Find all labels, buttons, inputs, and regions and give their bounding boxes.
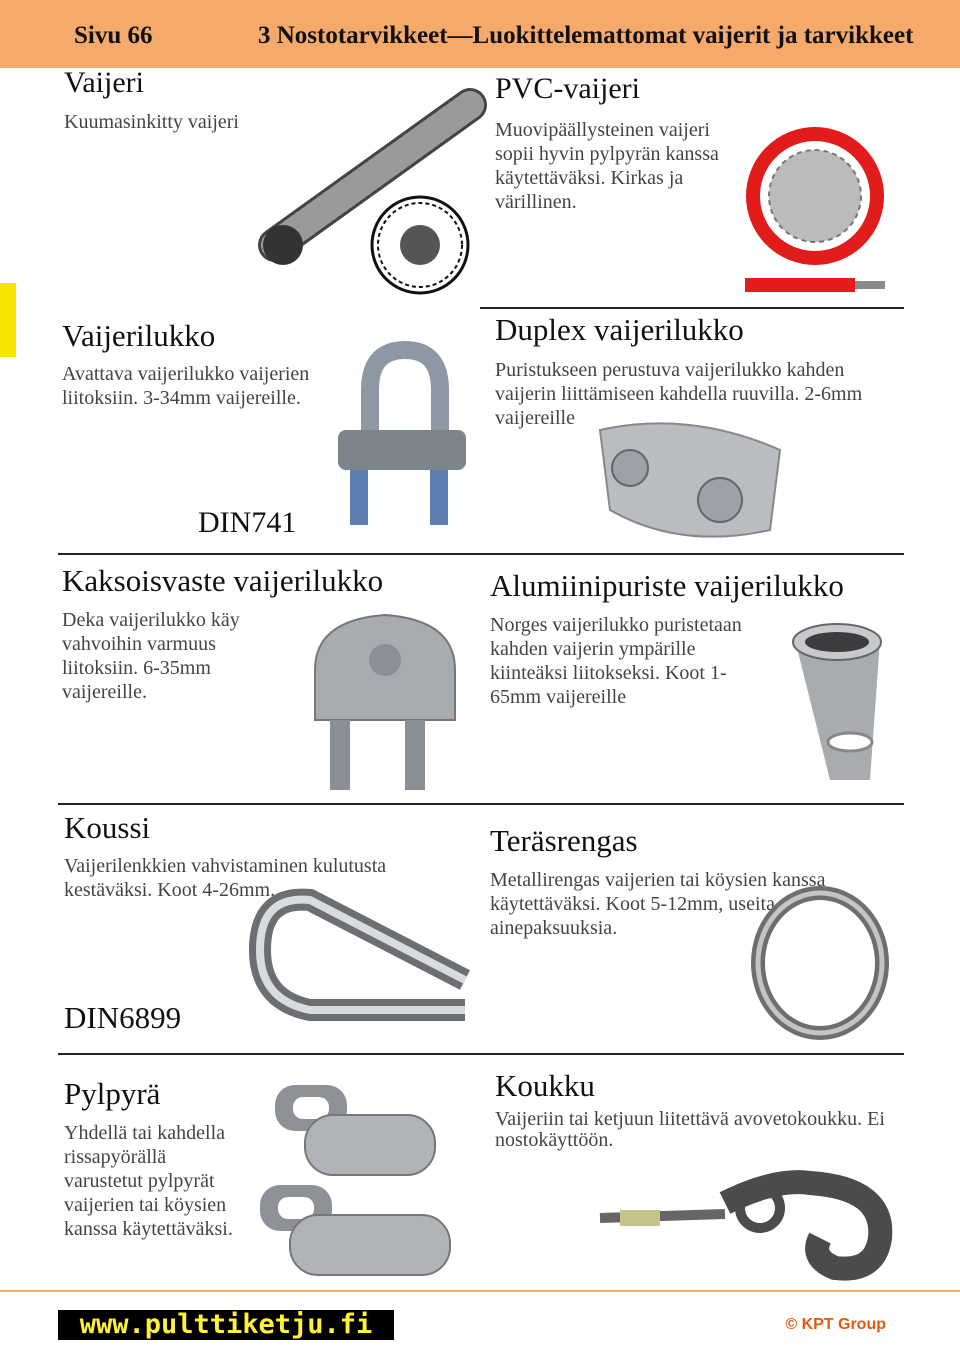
item-desc-vaijeri: Kuumasinkitty vaijeri xyxy=(64,111,239,133)
wire-rope-image xyxy=(255,95,475,305)
item-desc-pvc: Muovipäällysteinen vaijeri sopii hyvin pylpyrän kanssa käytettäväksi. Kirkas ja värillinen. xyxy=(495,119,719,213)
double-saddle-clip-image xyxy=(305,610,465,795)
divider xyxy=(480,307,904,309)
item-title-koukku: Koukku xyxy=(495,1068,595,1103)
hook-image xyxy=(595,1158,905,1278)
item-title-kaksoisvaste: Kaksoisvaste vaijerilukko xyxy=(62,563,384,598)
website-link[interactable]: www.pulttiketju.fi xyxy=(58,1310,394,1340)
item-desc-terasrengas: Metallirengas vaijerien tai köysien kanssa käytettäväksi. Koot 5-12mm, useita ainepaksuuksia. xyxy=(490,869,826,939)
divider xyxy=(58,803,904,805)
pulley-blocks-image xyxy=(245,1075,470,1280)
item-desc-pylpyra: Yhdellä tai kahdella rissapyörällä varustetut pylpyrät vaijerien tai köysien kanssa käytettäväksi. xyxy=(64,1122,233,1240)
item-title-pvc: PVC-vaijeri xyxy=(495,72,640,105)
item-desc-kaksoisvaste: Deka vaijerilukko käy vahvoihin varmuus liitoksiin. 6-35mm vaijereille. xyxy=(62,609,240,703)
item-title-pylpyra: Pylpyrä xyxy=(64,1076,161,1111)
chapter-tab-marker xyxy=(0,283,16,357)
steel-ring-image xyxy=(745,883,895,1043)
wire-clip-image xyxy=(330,345,470,530)
chapter-title: 3 Nostotarvikkeet—Luokittelemattomat vaijerit ja tarvikkeet xyxy=(258,22,914,49)
thimble-image xyxy=(250,890,470,1040)
page-number: Sivu 66 xyxy=(74,22,153,49)
item-desc-vaijerilukko: Avattava vaijerilukko vaijerien liitoksiin. 3-34mm vaijereille. xyxy=(62,363,310,409)
copyright-text: © KPT Group xyxy=(785,1316,886,1333)
item-desc-koukku: Vaijeriin tai ketjuun liitettävä avovetokoukku. Ei nostokäyttöön. xyxy=(495,1108,885,1151)
standard-label-din741: DIN741 xyxy=(198,506,297,539)
item-desc-koussi: Vaijerilenkkien vahvistaminen kulutusta kestäväksi. Koot 4-26mm. xyxy=(64,855,387,901)
aluminium-ferrule-image xyxy=(785,620,895,790)
pvc-wire-cross-section-image xyxy=(745,128,945,298)
item-title-alumiini: Alumiinipuriste vaijerilukko xyxy=(490,568,844,603)
item-desc-alumiini: Norges vaijerilukko puristetaan kahden vaijerin ympärille kiinteäksi liitokseksi. Koot 1-65mm vaijereille xyxy=(490,614,742,708)
divider xyxy=(58,553,904,555)
item-title-duplex: Duplex vaijerilukko xyxy=(495,312,744,347)
item-title-koussi: Koussi xyxy=(64,810,151,845)
item-desc-duplex: Puristukseen perustuva vaijerilukko kahden vaijerin liittämiseen kahdella ruuvilla. 2-6mm vaijereille xyxy=(495,359,863,429)
item-title-vaijerilukko: Vaijerilukko xyxy=(62,318,216,353)
footer-divider xyxy=(0,1290,960,1292)
duplex-clip-image xyxy=(590,420,790,550)
item-title-vaijeri: Vaijeri xyxy=(64,66,144,99)
divider xyxy=(58,1053,904,1055)
item-title-terasrengas: Teräsrengas xyxy=(490,823,638,858)
standard-label-din6899: DIN6899 xyxy=(64,1000,182,1035)
